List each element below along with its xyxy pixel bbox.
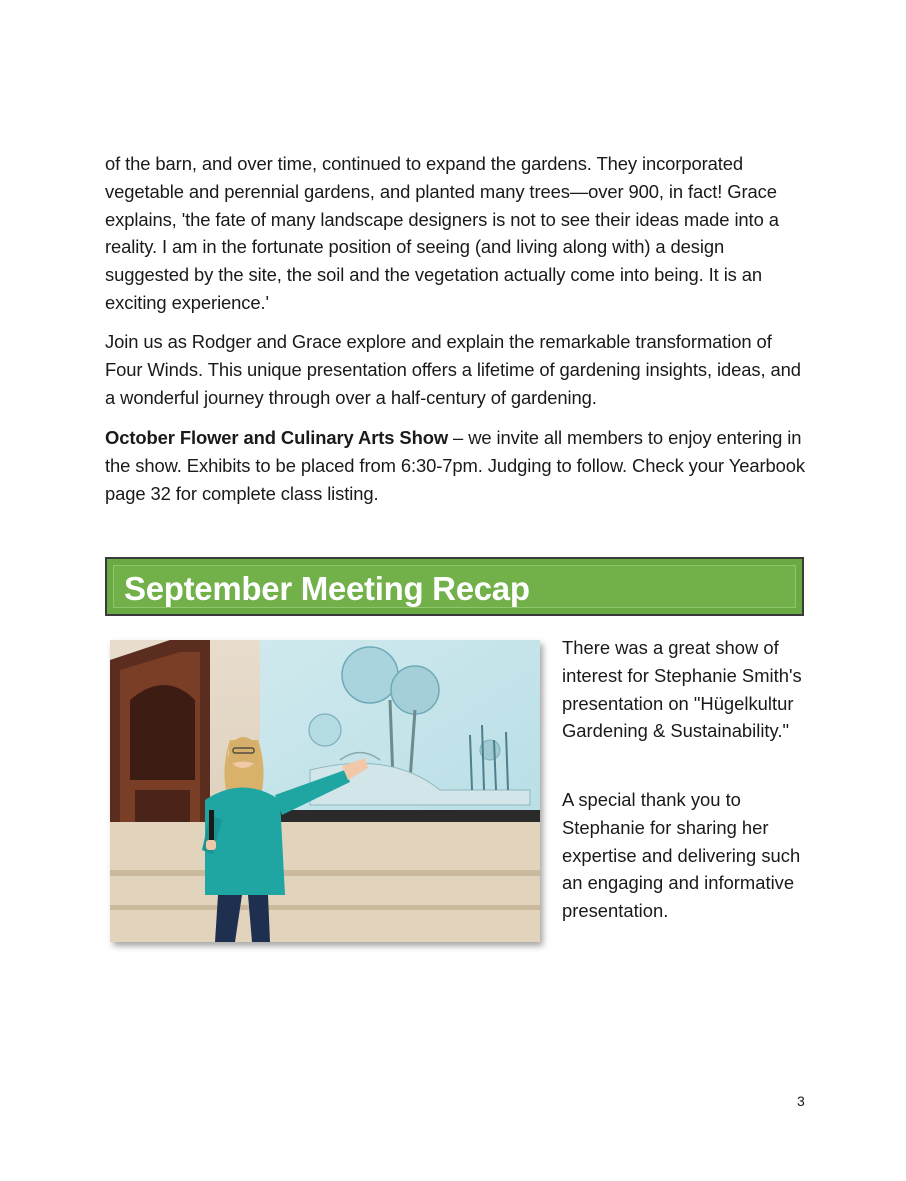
recap-paragraph-thanks: A special thank you to Stephanie for sharing her expertise and delivering such an engaging and informative presentation. [562,789,801,922]
section-banner [105,557,804,616]
section-banner-inner [113,565,796,608]
section-heading: September Meeting Recap [124,570,530,607]
presentation-photo [110,640,540,942]
body-paragraph-barn: of the barn, and over time, continued to expand the gardens. They incorporated vegetable and perennial gardens, and planted many trees—over 900, in fact! Grace explains, 'the fate of many landscape designers is not to see their ideas made into a reality. I am in the fortunate position of seeing (and living along with) a design suggested by the site, the soil and the vegetation actually come into being. It is an exciting experience.' [105,153,779,313]
flower-show-text: – we invite all members to enjoy entering in the show. Exhibits to be placed from 6:30-7pm. Judging to follow. Check your Yearbook page 32 for complete class listing. [105,427,805,504]
page-number: 3 [797,1093,805,1109]
recap-paragraph-interest: There was a great show of interest for Stephanie Smith's presentation on "Hügelkultur Gardening & Sustainability." [562,637,802,742]
flower-show-title: October Flower and Culinary Arts Show [105,427,449,448]
body-paragraph-flower-show [105,424,810,507]
body-paragraph-four-winds: Join us as Rodger and Grace explore and explain the remarkable transformation of Four Winds. This unique presentation offers a lifetime of gardening insights, ideas, and a wonderful journey through over a half-century of gardening. [105,331,801,408]
